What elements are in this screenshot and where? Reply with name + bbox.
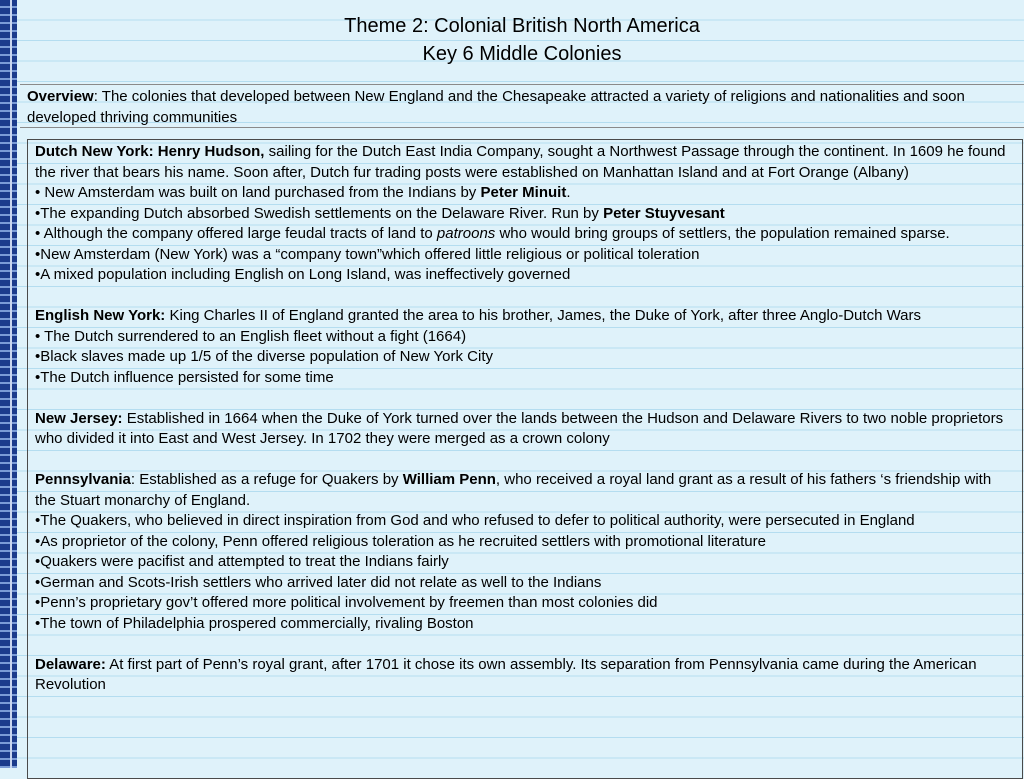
dutch-heading: Dutch New York: Henry Hudson,	[35, 143, 265, 160]
binding-edge-line	[10, 0, 12, 768]
penn-bullet-5: •Penn’s proprietary gov’t offered more political involvement by freemen than most colonies did	[35, 594, 658, 611]
english-bullet-1: • The Dutch surrendered to an English fleet without a fight (1664)	[35, 327, 467, 345]
penn-intro-text: : Established as a refuge for Quakers by	[130, 471, 403, 488]
penn-bullet-6: •The town of Philadelphia prospered commercially, rivaling Boston	[35, 614, 474, 632]
english-bullet-3: •The Dutch influence persisted for some time	[35, 368, 334, 386]
overview-text: : The colonies that developed between New England and the Chesapeake attracted a variety of religions and nationalities and soon developed thriving communities	[27, 88, 965, 126]
english-bullet-2: •Black slaves made up 1/5 of the diverse population of New York City	[35, 348, 494, 365]
delaware-heading: Delaware:	[35, 655, 106, 673]
dutch-bullet-5: •A mixed population including English on Long Island, was ineffectively governed	[35, 266, 571, 283]
peter-stuyvesant: Peter Stuyvesant	[603, 204, 725, 222]
section-gap	[35, 286, 1014, 307]
peter-minuit: Peter Minuit	[480, 184, 567, 201]
jersey-heading: New Jersey:	[35, 409, 123, 427]
dutch-bullet-3-text: • Although the company offered large feudal tracts of land to	[35, 225, 437, 242]
dutch-intro-text: sailing for the Dutch East India Company, sought a Northwest Passage through the continent. In 1609 he found the river that bears his name. Soon after, Dutch fur trading posts were established on Manhattan Island and at Fort Orange (Albany)	[35, 143, 1006, 181]
william-penn: William Penn	[402, 471, 496, 488]
penn-bullet-2: •As proprietor of the colony, Penn offered religious toleration as he recruited settlers with promotional literature	[35, 532, 766, 550]
dutch-bullet-1-end: .	[566, 184, 571, 201]
overview-label: Overview	[27, 88, 94, 105]
dutch-bullet-1-text: • New Amsterdam was built on land purchased from the Indians by	[35, 184, 481, 201]
delaware-intro-text: At first part of Penn’s royal grant, after 1701 it chose its own assembly. Its separation from Pennsylvania came during the American Revolution	[35, 655, 977, 693]
title-line-2: Key 6 Middle Colonies	[422, 43, 622, 65]
slide-title	[20, 12, 1024, 68]
patroons: patroons	[436, 225, 496, 242]
dutch-bullet-3	[35, 224, 1014, 245]
section-gap	[35, 634, 1014, 655]
dutch-bullet-2-text: •The expanding Dutch absorbed Swedish settlements on the Delaware River. Run by	[35, 204, 604, 222]
dutch-intro	[35, 142, 1014, 183]
jersey-intro	[35, 409, 1014, 450]
delaware-intro	[35, 655, 1014, 696]
penn-heading: Pennsylvania	[35, 471, 131, 488]
penn-intro	[35, 470, 1014, 511]
dutch-bullet-4: •New Amsterdam (New York) was a “company town”which offered little religious or political toleration	[35, 245, 700, 263]
penn-bullet-4: •German and Scots-Irish settlers who arrived later did not relate as well to the Indians	[35, 573, 602, 591]
penn-bullet-1: •The Quakers, who believed in direct inspiration from God and who refused to defer to political authority, were persecuted in England	[35, 512, 915, 529]
overview-box	[20, 84, 1024, 128]
dutch-bullet-1	[35, 183, 1014, 204]
notes-box	[27, 139, 1023, 779]
jersey-intro-text: Established in 1664 when the Duke of York turned over the lands between the Hudson and Delaware Rivers to two noble proprietors who divided it into East and West Jersey. In 1702 they were merged as a crown colony	[35, 409, 1004, 447]
section-gap	[35, 388, 1014, 409]
spiral-binding	[0, 0, 17, 768]
dutch-bullet-3-end: who would bring groups of settlers, the population remained sparse.	[495, 225, 950, 242]
title-line-1: Theme 2: Colonial British North America	[344, 15, 700, 37]
english-intro	[35, 306, 1014, 327]
english-heading: English New York:	[35, 307, 166, 324]
english-intro-text: King Charles II of England granted the area to his brother, James, the Duke of York, after three Anglo-Dutch Wars	[165, 307, 922, 324]
section-gap	[35, 450, 1014, 471]
dutch-bullet-2	[35, 204, 1014, 225]
penn-bullet-3: •Quakers were pacifist and attempted to treat the Indians fairly	[35, 553, 449, 570]
penn-intro-end: , who received a royal land grant as a result of his fathers ‘s friendship with the Stuart monarchy of England.	[35, 471, 992, 509]
